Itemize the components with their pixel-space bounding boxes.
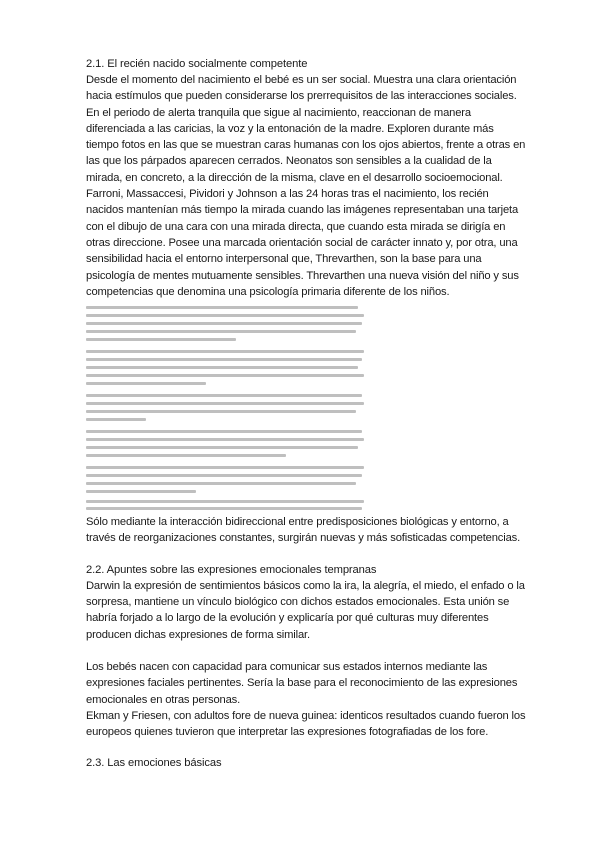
section-heading-2-3: 2.3. Las emociones básicas — [86, 757, 222, 770]
section-2-1-closing-paragraph: Sólo mediante la interacción bidireccional entre predisposiciones biológicas y entorno, a través de reorganizaciones constantes, surgirán nuevas y más sofisticadas competencias. — [86, 516, 521, 545]
section-2-2-paragraph-darwin: Darwin la expresión de sentimientos básicos como la ira, la alegría, el miedo, el enfado o la sorpresa, mantiene un vínculo biológico con dichos estados emocionales. Esta unión se habría forjado a lo largo de la evolución y explicaría por qué culturas muy diferentes producen dichas expresiones de forma similar. — [86, 579, 525, 641]
document-page — [86, 56, 526, 771]
scanned-text-excerpt-image — [86, 304, 366, 512]
section-2-2-paragraph-bebes: Los bebés nacen con capacidad para comunicar sus estados internos mediante las expresiones faciales pertinentes. Sería la base para el reconocimiento de las expresiones emocionales en otras personas. — [86, 660, 518, 706]
section-heading-2-1: 2.1. El recién nacido socialmente competente — [86, 58, 308, 70]
section-2-2-paragraph-ekman: Ekman y Friesen, con adultos fore de nueva guinea: identicos resultados cuando fueron los europeos quienes tuvieron que interpretar las expresiones fotografiadas de los fore. — [86, 709, 526, 739]
section-2-1-paragraph: Desde el momento del nacimiento el bebé es un ser social. Muestra una clara orientación hacia estímulos que pueden considerarse los prerrequisitos de las interacciones sociales. En el periodo de alerta tranquila que sigue al nacimiento, reaccionan de manera diferenciada a las caricias, la voz y la entonación de la madre. Exploren durante más tiempo fotos en las que se muestran caras humanas con los ojos abiertos, frente a otras en las que los párpados aparecen cerrados. Neonatos son sensibles a la cualidad de la mirada, en concreto, a la dirección de la misma, clave en el desarrollo socioemocional. Farroni, Massaccesi, Pividori y Johnson a las 24 horas tras el nacimiento, los recién nacidos mantenían más tiempo la mirada cuando las imágenes representaban una tarjeta con el dibujo de una cara con una mirada directa, que cuando esta mirada se dirigía en otras direccione. Posee una marcada orientación social de carácter innato y, por otra, una sensibilidad hacia el entorno interpersonal que, Threvarthen, son la base para una psicología de mentes mutuamente sensibles. Threvarthen una nueva visión del niño y sus competencias que denomina una psicología primaria diferente de los niños. — [86, 74, 526, 298]
section-heading-2-2: 2.2. Apuntes sobre las expresiones emocionales tempranas — [86, 563, 377, 576]
